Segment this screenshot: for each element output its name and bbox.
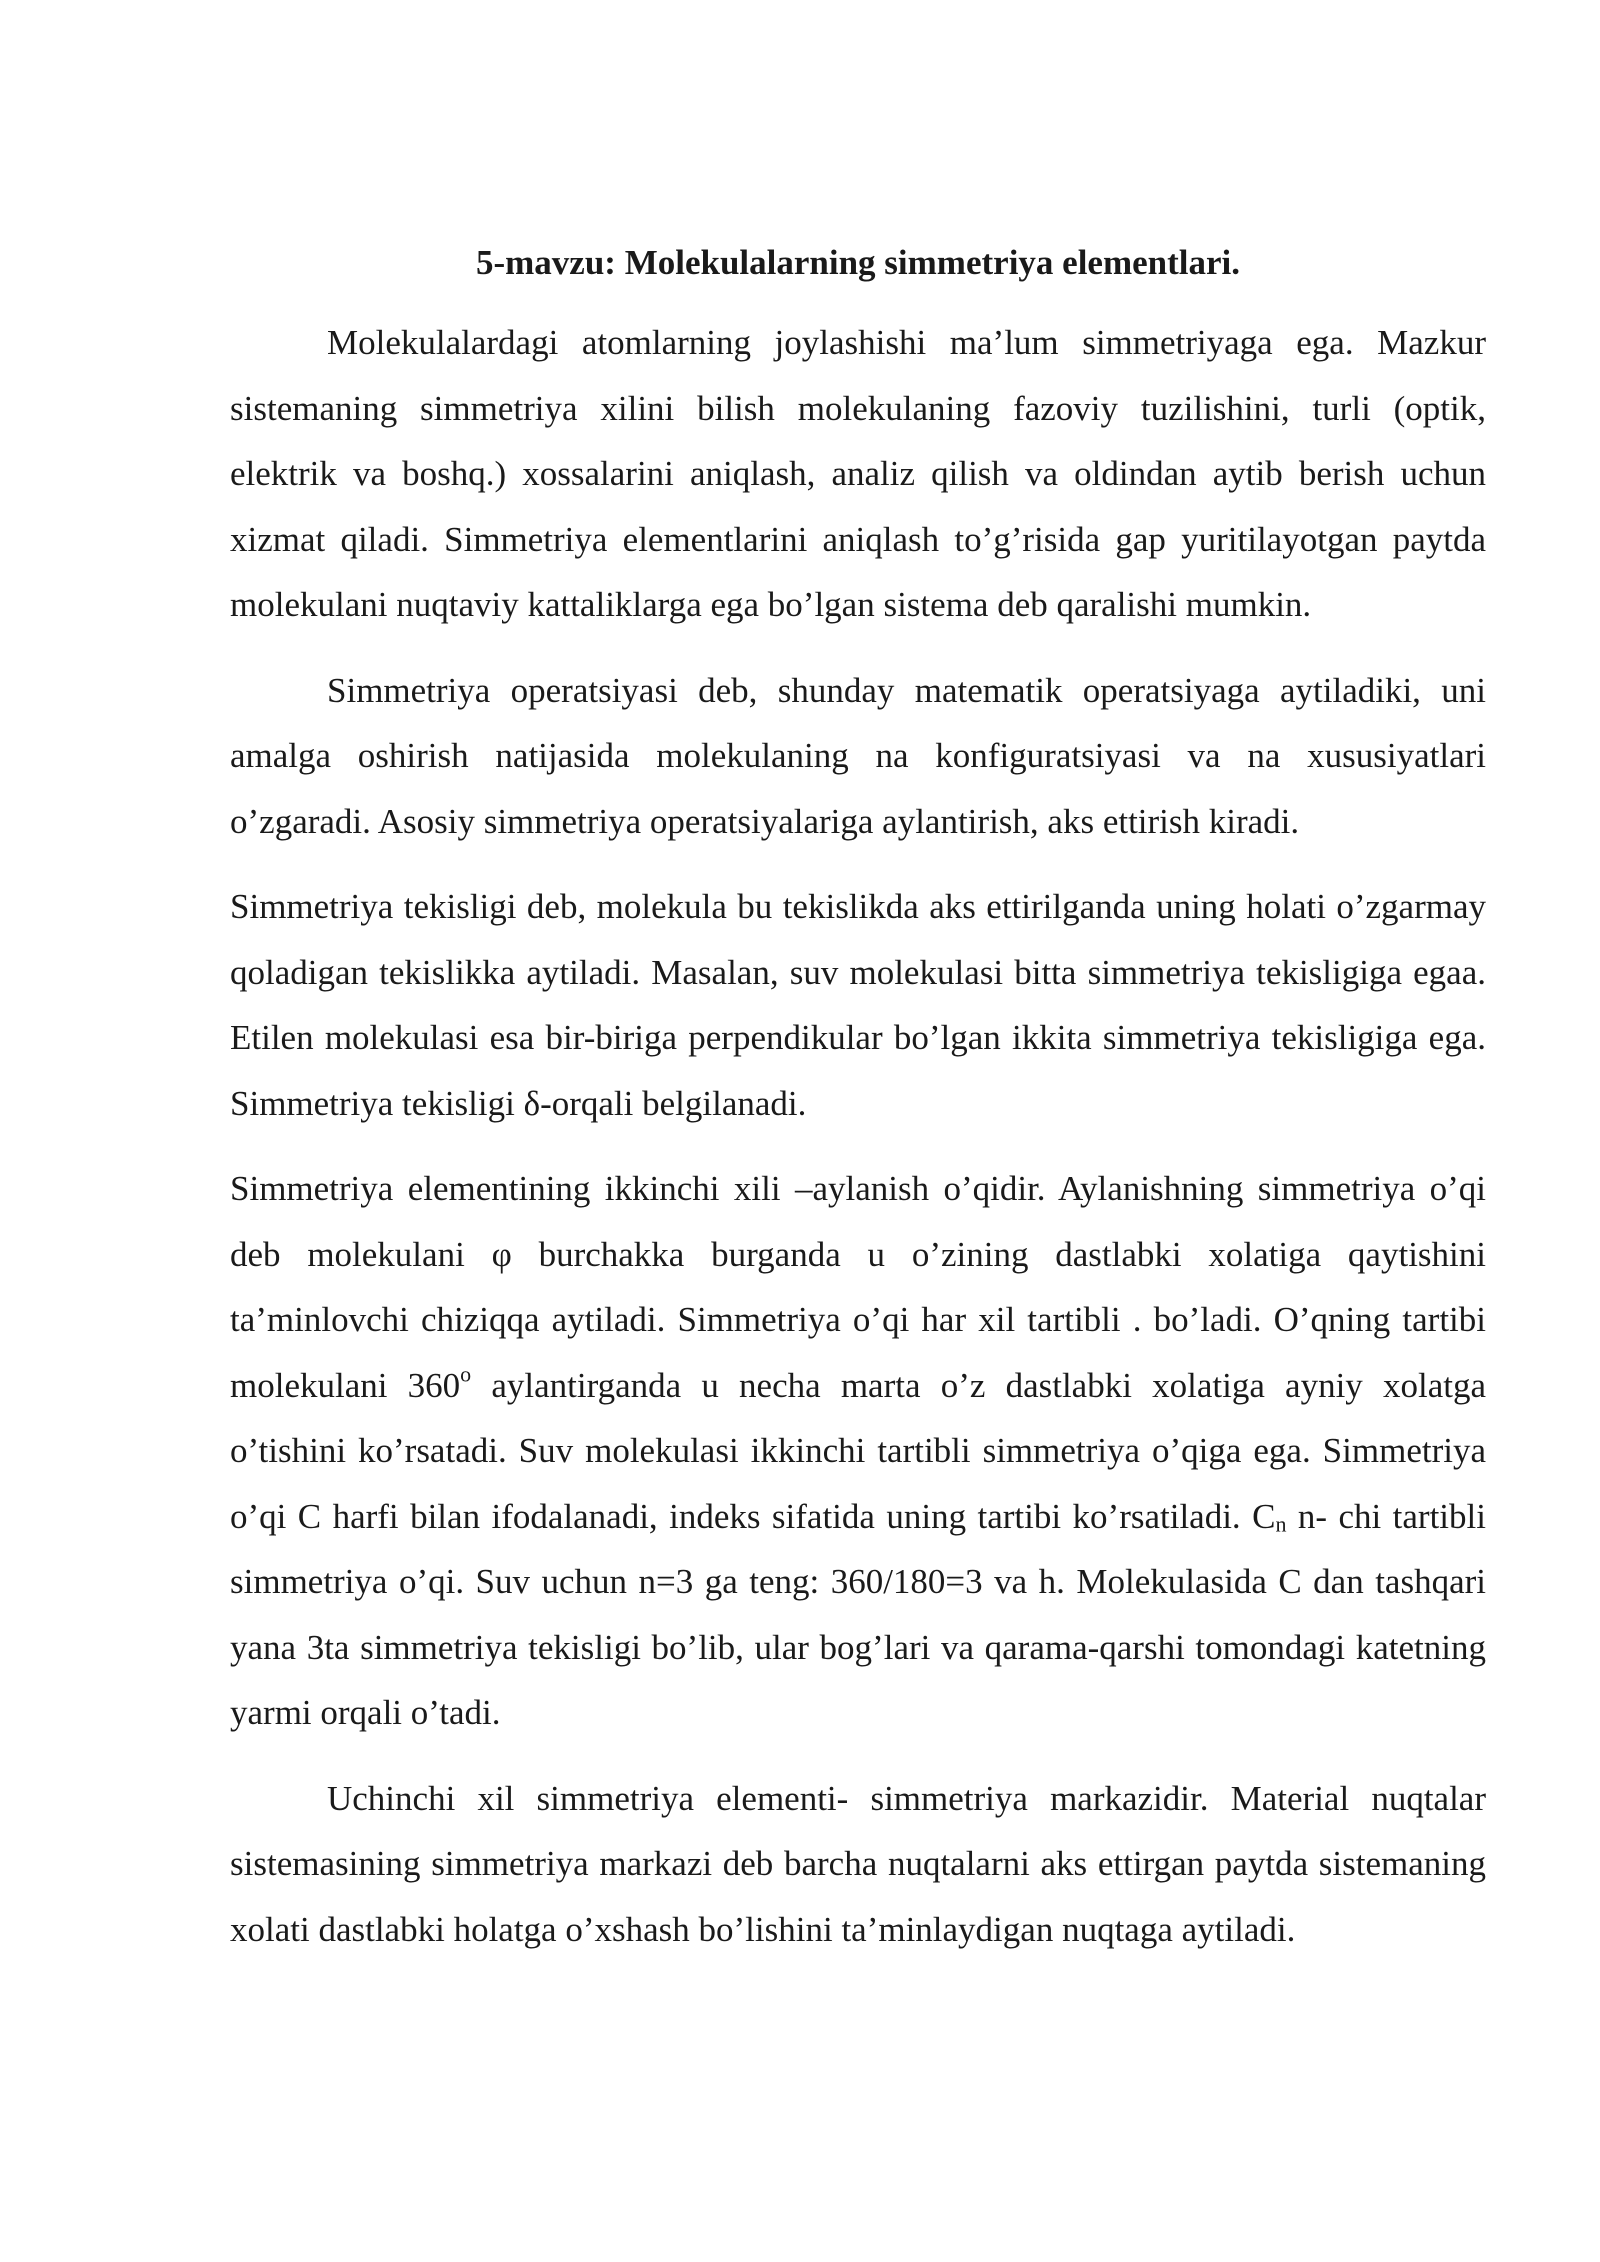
rotation-axis-text-part3: n- chi tartibli simmetriya o’qi. Suv uchun n=3 ga teng: 360/180=3 va h. Molekulasida C dan tashqari yana 3ta simmetriya tekisligi bo’lib, ular bog’lari va qarama-qarshi tomondagi katetning yarmi orqali o’tadi. [230,1496,1486,1732]
paragraph-introduction: Molekulalardagi atomlarning joylashishi ma’lum simmetriyaga ega. Mazkur sistemaning simmetriya xilini bilish molekulaning fazoviy tuzilishini, turli (optik, elektrik va boshq.) xossalarini aniqlash, analiz qilish va oldindan aytib berish uchun xizmat qiladi. Simmetriya elementlarini aniqlash to’g’risida gap yuritilayotgan paytda molekulani nuqtaviy kattaliklarga ega bo’lgan sistema deb qaralishi mumkin. [230,323,1486,624]
rotation-axis-text-part2: aylantirganda u necha marta o’z dastlabki xolatiga ayniy xolatga o’tishini ko’rsatadi. Suv molekulasi ikkinchi tartibli simmetriya o’qiga ega. Simmetriya o’qi C harfi bilan ifodalanadi, indeks sifatida uning tartibi ko’rsatiladi. C [230,1365,1486,1536]
document-body [230,238,1486,1962]
page-title: 5-mavzu: Molekulalarning simmetriya elementlari. [475,243,1241,282]
degree-superscript: o [460,1361,472,1387]
paragraph-rotation-axis [230,1156,1486,1746]
paragraph-symmetry-operation: Simmetriya operatsiyasi deb, shunday matematik operatsiyaga aytiladiki, uni amalga oshirish natijasida molekulaning na konfiguratsiyasi va na xususiyatlari o’zgaradi. Asosiy simmetriya operatsiyalariga aylantirish, aks ettirish kiradi. [230,670,1486,841]
rotation-axis-text-part1: Simmetriya elementining ikkinchi xili –aylanish o’qidir. Aylanishning simmetriya o’qi deb molekulani φ burchakka burganda u o’zining dastlabki xolatiga qaytishini ta’minlovchi chiziqqa aytiladi. Simmetriya o’qi har xil tartibli . bo’ladi. O’qning tartibi molekulani 360 [230,1169,1486,1405]
paragraph-symmetry-center: Uchinchi xil simmetriya elementi- simmetriya markazidir. Material nuqtalar sistemasining simmetriya markazi deb barcha nuqtalarni aks ettirgan paytda sistemaning xolati dastlabki holatga o’xshash bo’lishini ta’minlaydigan nuqtaga aytiladi. [230,1778,1486,1949]
paragraph-symmetry-plane: Simmetriya tekisligi deb, molekula bu tekislikda aks ettirilganda uning holati o’zgarmay qoladigan tekislikka aytiladi. Masalan, suv molekulasi bitta simmetriya tekisligiga egaa. Etilen molekulasi esa bir-biriga perpendikular bo’lgan ikkita simmetriya tekisligiga ega. Simmetriya tekisligi δ-orqali belgilanadi. [230,887,1486,1123]
axis-order-subscript: n [1275,1510,1287,1536]
